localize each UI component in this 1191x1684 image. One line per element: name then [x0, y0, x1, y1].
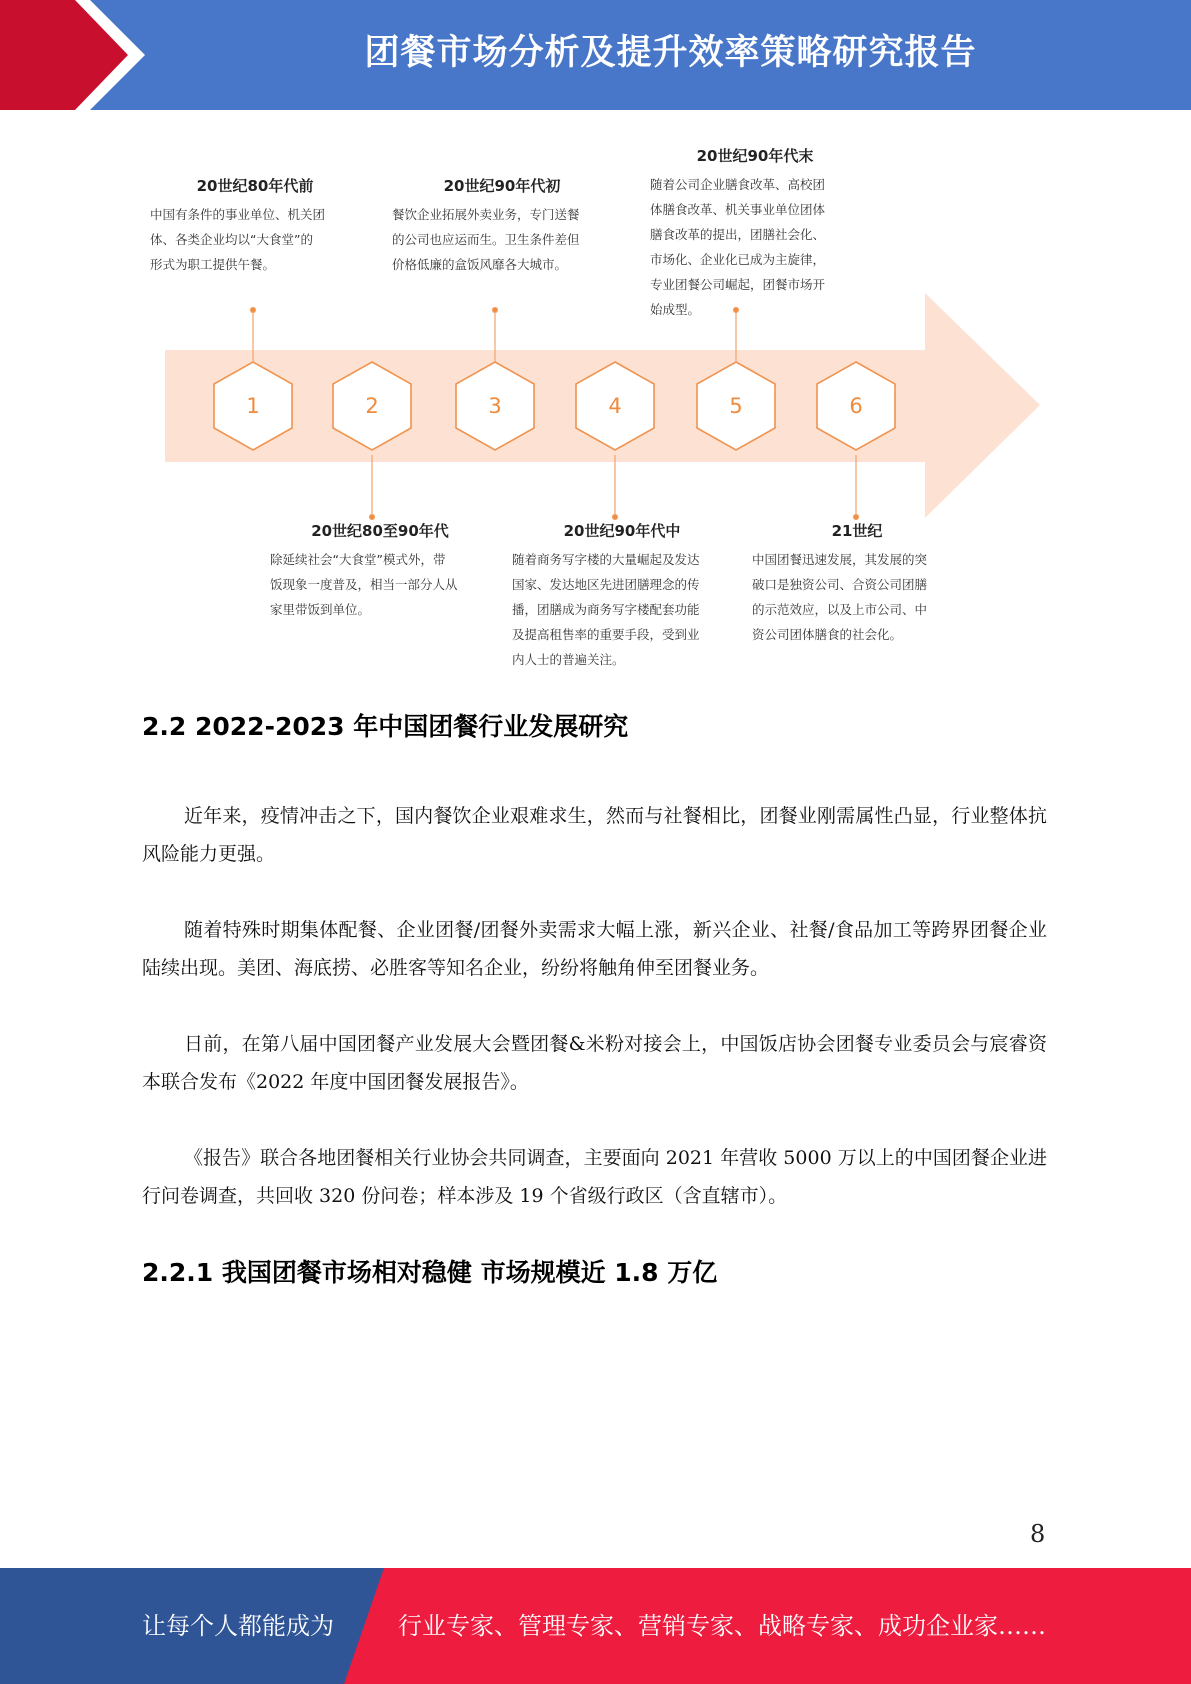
hexagon-number-6: 6	[849, 394, 863, 418]
hexagon-number-1: 1	[246, 394, 260, 418]
timeline-item-text: 中国有条件的事业单位、机关团 体、各类企业均以“大食堂”的 形式为职工提供午餐。	[150, 207, 326, 272]
timeline-item-text: 除延续社会“大食堂”模式外，带 饭现象一度普及，相当一部分人从 家里带饭到单位。	[270, 552, 458, 617]
timeline-item-title: 20世纪80年代前	[196, 177, 314, 195]
timeline-item-text: 随着商务写字楼的大量崛起及发达 国家、发达地区先进团膳理念的传 播，团膳成为商务写字楼配套功能 及提高租售率的重要手段，受到业 内人士的普遍关注。	[512, 552, 700, 667]
paragraph-3: 日前，在第八届中国团餐产业发展大会暨团餐&米粉对接会上，中国饭店协会团餐专业委员会与宸睿资本联合发布《2022 年度中国团餐发展报告》。	[142, 1033, 1047, 1093]
hexagon-number-2: 2	[365, 394, 379, 418]
footer-slogan-right: 行业专家、管理专家、营销专家、战略专家、成功企业家……	[398, 1612, 1046, 1640]
timeline-item-3	[392, 175, 612, 277]
footer-slogan-left: 让每个人都能成为	[142, 1612, 334, 1640]
page-header	[0, 0, 1191, 110]
timeline-item-2	[270, 520, 490, 622]
hexagon-number-3: 3	[488, 394, 502, 418]
timeline-item-text: 随着公司企业膳食改革、高校团 体膳食改革、机关事业单位团体 膳食改革的提出，团膳社会化、 市场化、企业化已成为主旋律， 专业团餐公司崛起，团餐市场开 始成型。	[650, 177, 826, 317]
timeline-item-1	[150, 175, 360, 277]
timeline-item-6	[752, 520, 962, 647]
timeline-item-title: 20世纪90年代末	[696, 147, 814, 165]
timeline-item-title: 20世纪90年代初	[443, 177, 561, 195]
timeline-item-text: 中国团餐迅速发展，其发展的突 破口是独资公司、合资公司团膳 的示范效应，以及上市公司、中 资公司团体膳食的社会化。	[752, 552, 928, 642]
timeline-item-title: 20世纪90年代中	[563, 522, 681, 540]
report-title: 团餐市场分析及提升效率策略研究报告	[364, 33, 977, 73]
timeline-item-title: 20世纪80至90年代	[311, 522, 449, 540]
hexagon-number-5: 5	[729, 394, 743, 418]
hexagon-number-4: 4	[608, 394, 622, 418]
paragraph-2: 随着特殊时期集体配餐、企业团餐/团餐外卖需求大幅上涨，新兴企业、社餐/食品加工等跨界团餐企业陆续出现。美团、海底捞、必胜客等知名企业，纷纷将触角伸至团餐业务。	[142, 919, 1047, 979]
paragraph-1: 近年来，疫情冲击之下，国内餐饮企业艰难求生，然而与社餐相比，团餐业刚需属性凸显，行业整体抗风险能力更强。	[142, 805, 1047, 865]
page-number: 8	[1030, 1520, 1046, 1548]
timeline-figure	[140, 135, 1050, 680]
timeline-item-5	[650, 145, 860, 322]
section-heading-2-2-1: 2.2.1 我国团餐市场相对稳健 市场规模近 1.8 万亿	[142, 1258, 718, 1287]
timeline-item-title: 21世纪	[831, 522, 883, 540]
timeline-item-text: 餐饮企业拓展外卖业务，专门送餐 的公司也应运而生。卫生条件差但 价格低廉的盒饭风靡各大城市。	[392, 207, 580, 272]
page-footer	[0, 1568, 1191, 1684]
paragraph-4: 《报告》联合各地团餐相关行业协会共同调查，主要面向 2021 年营收 5000 万以上的中国团餐企业进行问卷调查，共回收 320 份问卷；样本涉及 19 个省级行政区（含直辖市）。	[142, 1147, 1047, 1207]
section-heading-2-2: 2.2 2022-2023 年中国团餐行业发展研究	[142, 712, 629, 741]
timeline-item-4	[512, 520, 732, 672]
